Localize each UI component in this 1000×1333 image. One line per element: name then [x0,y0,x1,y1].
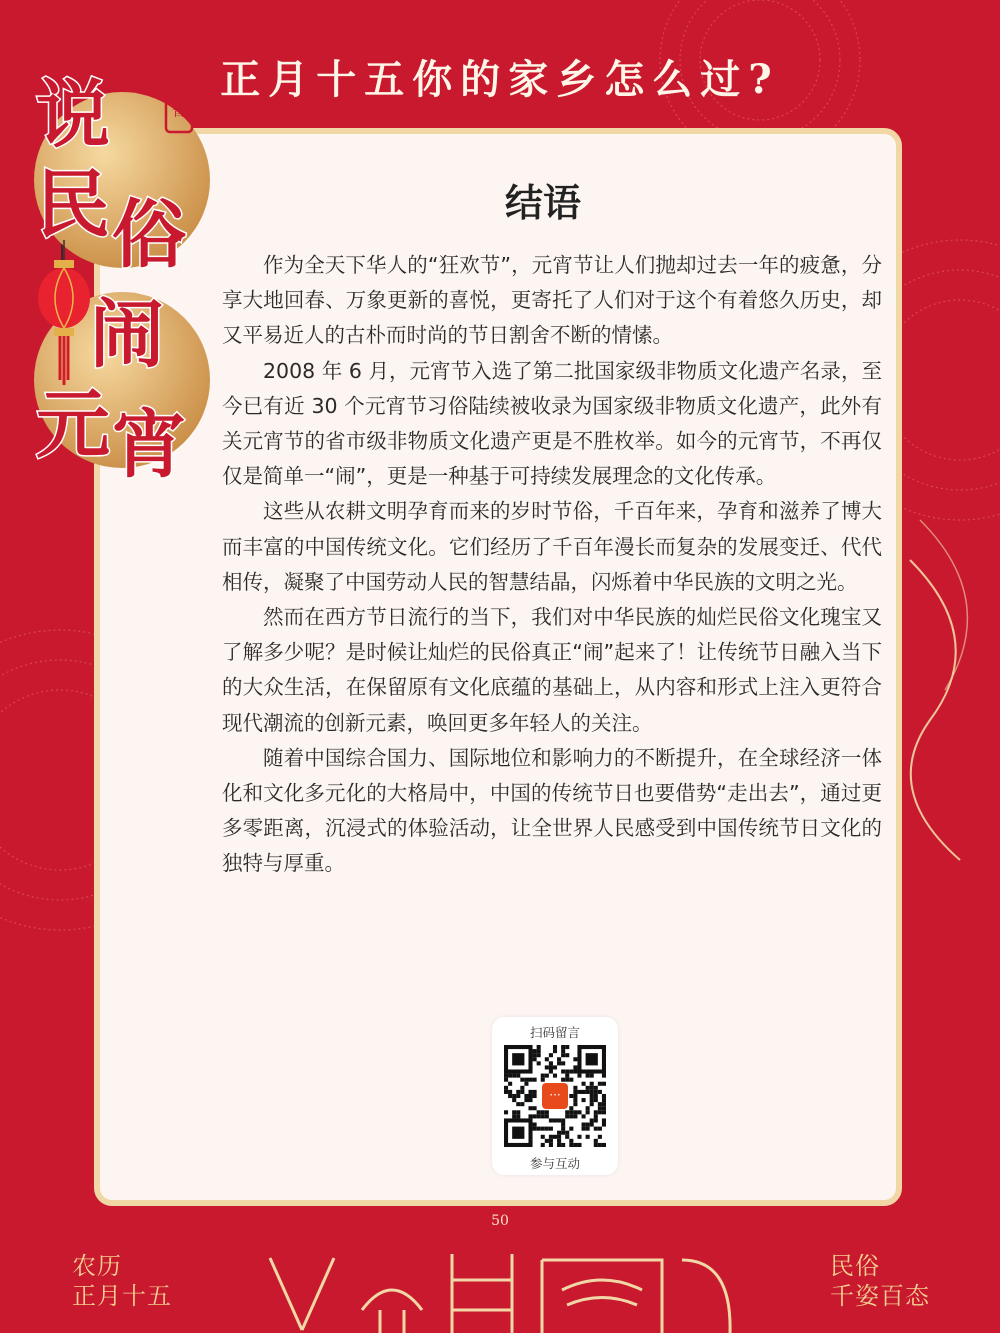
article-paragraph-3: 这些从农耕文明孕育而来的岁时节俗，千百年来，孕育和滋养了博大而丰富的中国传统文化。它们经历了千百年漫长而复杂的发展变迁、代代相传，凝聚了中国劳动人民的智慧结晶，闪烁着中华民族的文明之光。 [222,499,882,594]
article-paragraph-2: 2008 年 6 月，元宵节入选了第二批国家级非物质文化遗产名录，至今已有近 30 个元宵节习俗陆续被收录为国家级非物质文化遗产，此外有关元宵节的省市级非物质文化遗产更是不胜枚举。如今的元宵节，不再仅仅是简单一“闹”，更是一种基于可持续发展理念的文化传承。 [222,358,882,489]
lantern-icon [34,240,94,390]
badge-char-shuo: 说 [36,72,110,158]
page-number: 50 [491,1213,509,1229]
footer-left-text [72,1251,172,1311]
badge-char-min: 民 [36,162,110,248]
qr-comment-box[interactable] [492,1017,618,1175]
qr-bottom-label: 参与互动 [529,1156,580,1171]
bottom-gold-decoration [262,1250,738,1333]
article-body [222,248,882,882]
article-paragraph-5: 随着中国综合国力、国际地位和影响力的不断提升，在全球经济一体化和文化多元化的大格局中，中国的传统节日也要借势“走出去”，通过更多零距离，沉浸式的体验活动，让全世界人民感受到中国传统节日文化的独特与厚重。 [222,745,882,876]
article-paragraph-4: 然而在西方节日流行的当下，我们对中华民族的灿烂民俗文化瑰宝又了解多少呢？是时候让灿烂的民俗真正“闹”起来了！让传统节日融入当下的大众生活，在保留原有文化底蕴的基础上，从内容和形式上注入更符合现代潮流的创新元素，唤回更多年轻人的关注。 [222,605,882,735]
badge-char-yuan: 元 [36,382,110,468]
qr-top-label: 扫码留言 [529,1025,580,1040]
badge-char-nao: 闹 [90,292,164,378]
qr-code-icon[interactable] [504,1045,606,1147]
footer-right-line-1: 民俗 [830,1252,880,1280]
footer-right-text [830,1251,930,1311]
article-heading: 结语 [504,181,581,225]
svg-text:···: ··· [549,1088,561,1102]
page-header-title: 正月十五你的家乡怎么过? [220,56,780,103]
badge-seal-char-1: 启 [172,80,186,96]
badge-char-xiao: 宵 [112,402,186,480]
badge-char-su: 俗 [112,192,186,278]
footer-right-line-2: 千姿百态 [830,1282,930,1310]
footer-left-line-1: 农历 [72,1252,122,1280]
article-paragraph-1: 作为全天下华人的“狂欢节”，元宵节让人们抛却过去一年的疲惫，分享大地回春、万象更新的喜悦，更寄托了人们对于这个有着悠久历史，却又平易近人的古朴而时尚的节日割舍不断的情愫。 [222,253,882,348]
footer-left-line-2: 正月十五 [72,1282,172,1310]
badge-seal-char-2: 晋 [172,104,186,120]
